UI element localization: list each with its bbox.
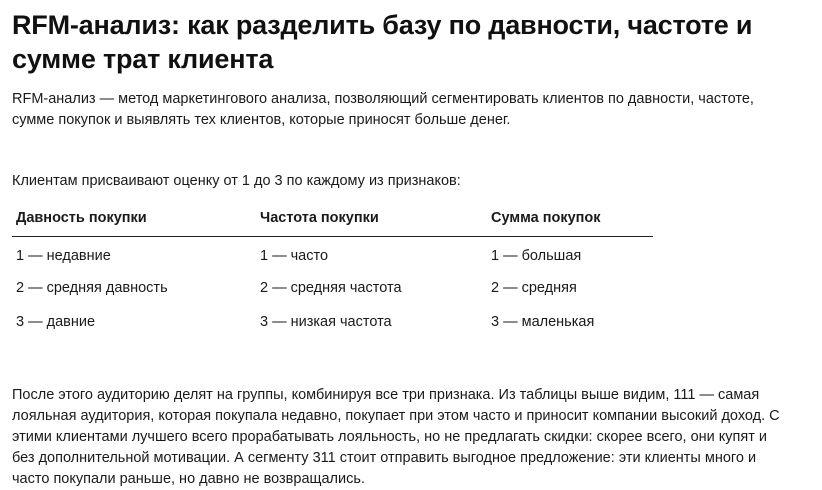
table-cell: 3 — давние <box>16 314 96 331</box>
table-lead-paragraph: Клиентам присваивают оценку от 1 до 3 по каждому из признаков: <box>12 173 461 189</box>
conclusion-paragraph: После этого аудиторию делят на группы, комбинируя все три признака. Из таблицы выше видим, 111 — самая лояльная аудитория, которая покупала недавно, покупает при этом часто и приносит компании высокий доход. С этими клиентами лучшего всего прорабатывать лояльность, но не предлагать скидки: скорее всего, они купят и без дополнительной мотивации. А сегменту 311 стоит отправить выгодное предложение: эти клиенты много и часто покупали раньше, но давно не возвращались. <box>12 387 780 487</box>
table-header-row <box>12 202 653 236</box>
table-cell: 3 — маленькая <box>491 314 595 331</box>
table-row <box>12 305 653 340</box>
table-cell: 2 — средняя давность <box>16 279 168 296</box>
column-header-recency: Давность покупки <box>12 202 256 236</box>
table-cell: 1 — большая <box>491 247 582 264</box>
intro-paragraph: RFM-анализ — метод маркетингового анализа, позволяющий сегментировать клиентов по давности, частоте, сумме покупок и выявлять тех клиентов, которые приносят больше денег. <box>12 91 754 128</box>
article-title: RFM-анализ: как разделить базу по давности, частоте и сумме трат клиента <box>12 10 753 74</box>
table-cell: 1 — недавние <box>16 247 111 264</box>
table-cell: 2 — средняя <box>491 279 577 296</box>
rfm-scores-table <box>12 202 653 340</box>
column-header-monetary: Сумма покупок <box>487 202 653 236</box>
table-row <box>12 236 653 271</box>
table-row <box>12 271 653 306</box>
column-header-frequency: Частота покупки <box>256 202 487 236</box>
table-cell: 1 — часто <box>260 247 329 264</box>
table-cell: 3 — низкая частота <box>260 314 392 331</box>
table-cell: 2 — средняя частота <box>260 279 402 296</box>
